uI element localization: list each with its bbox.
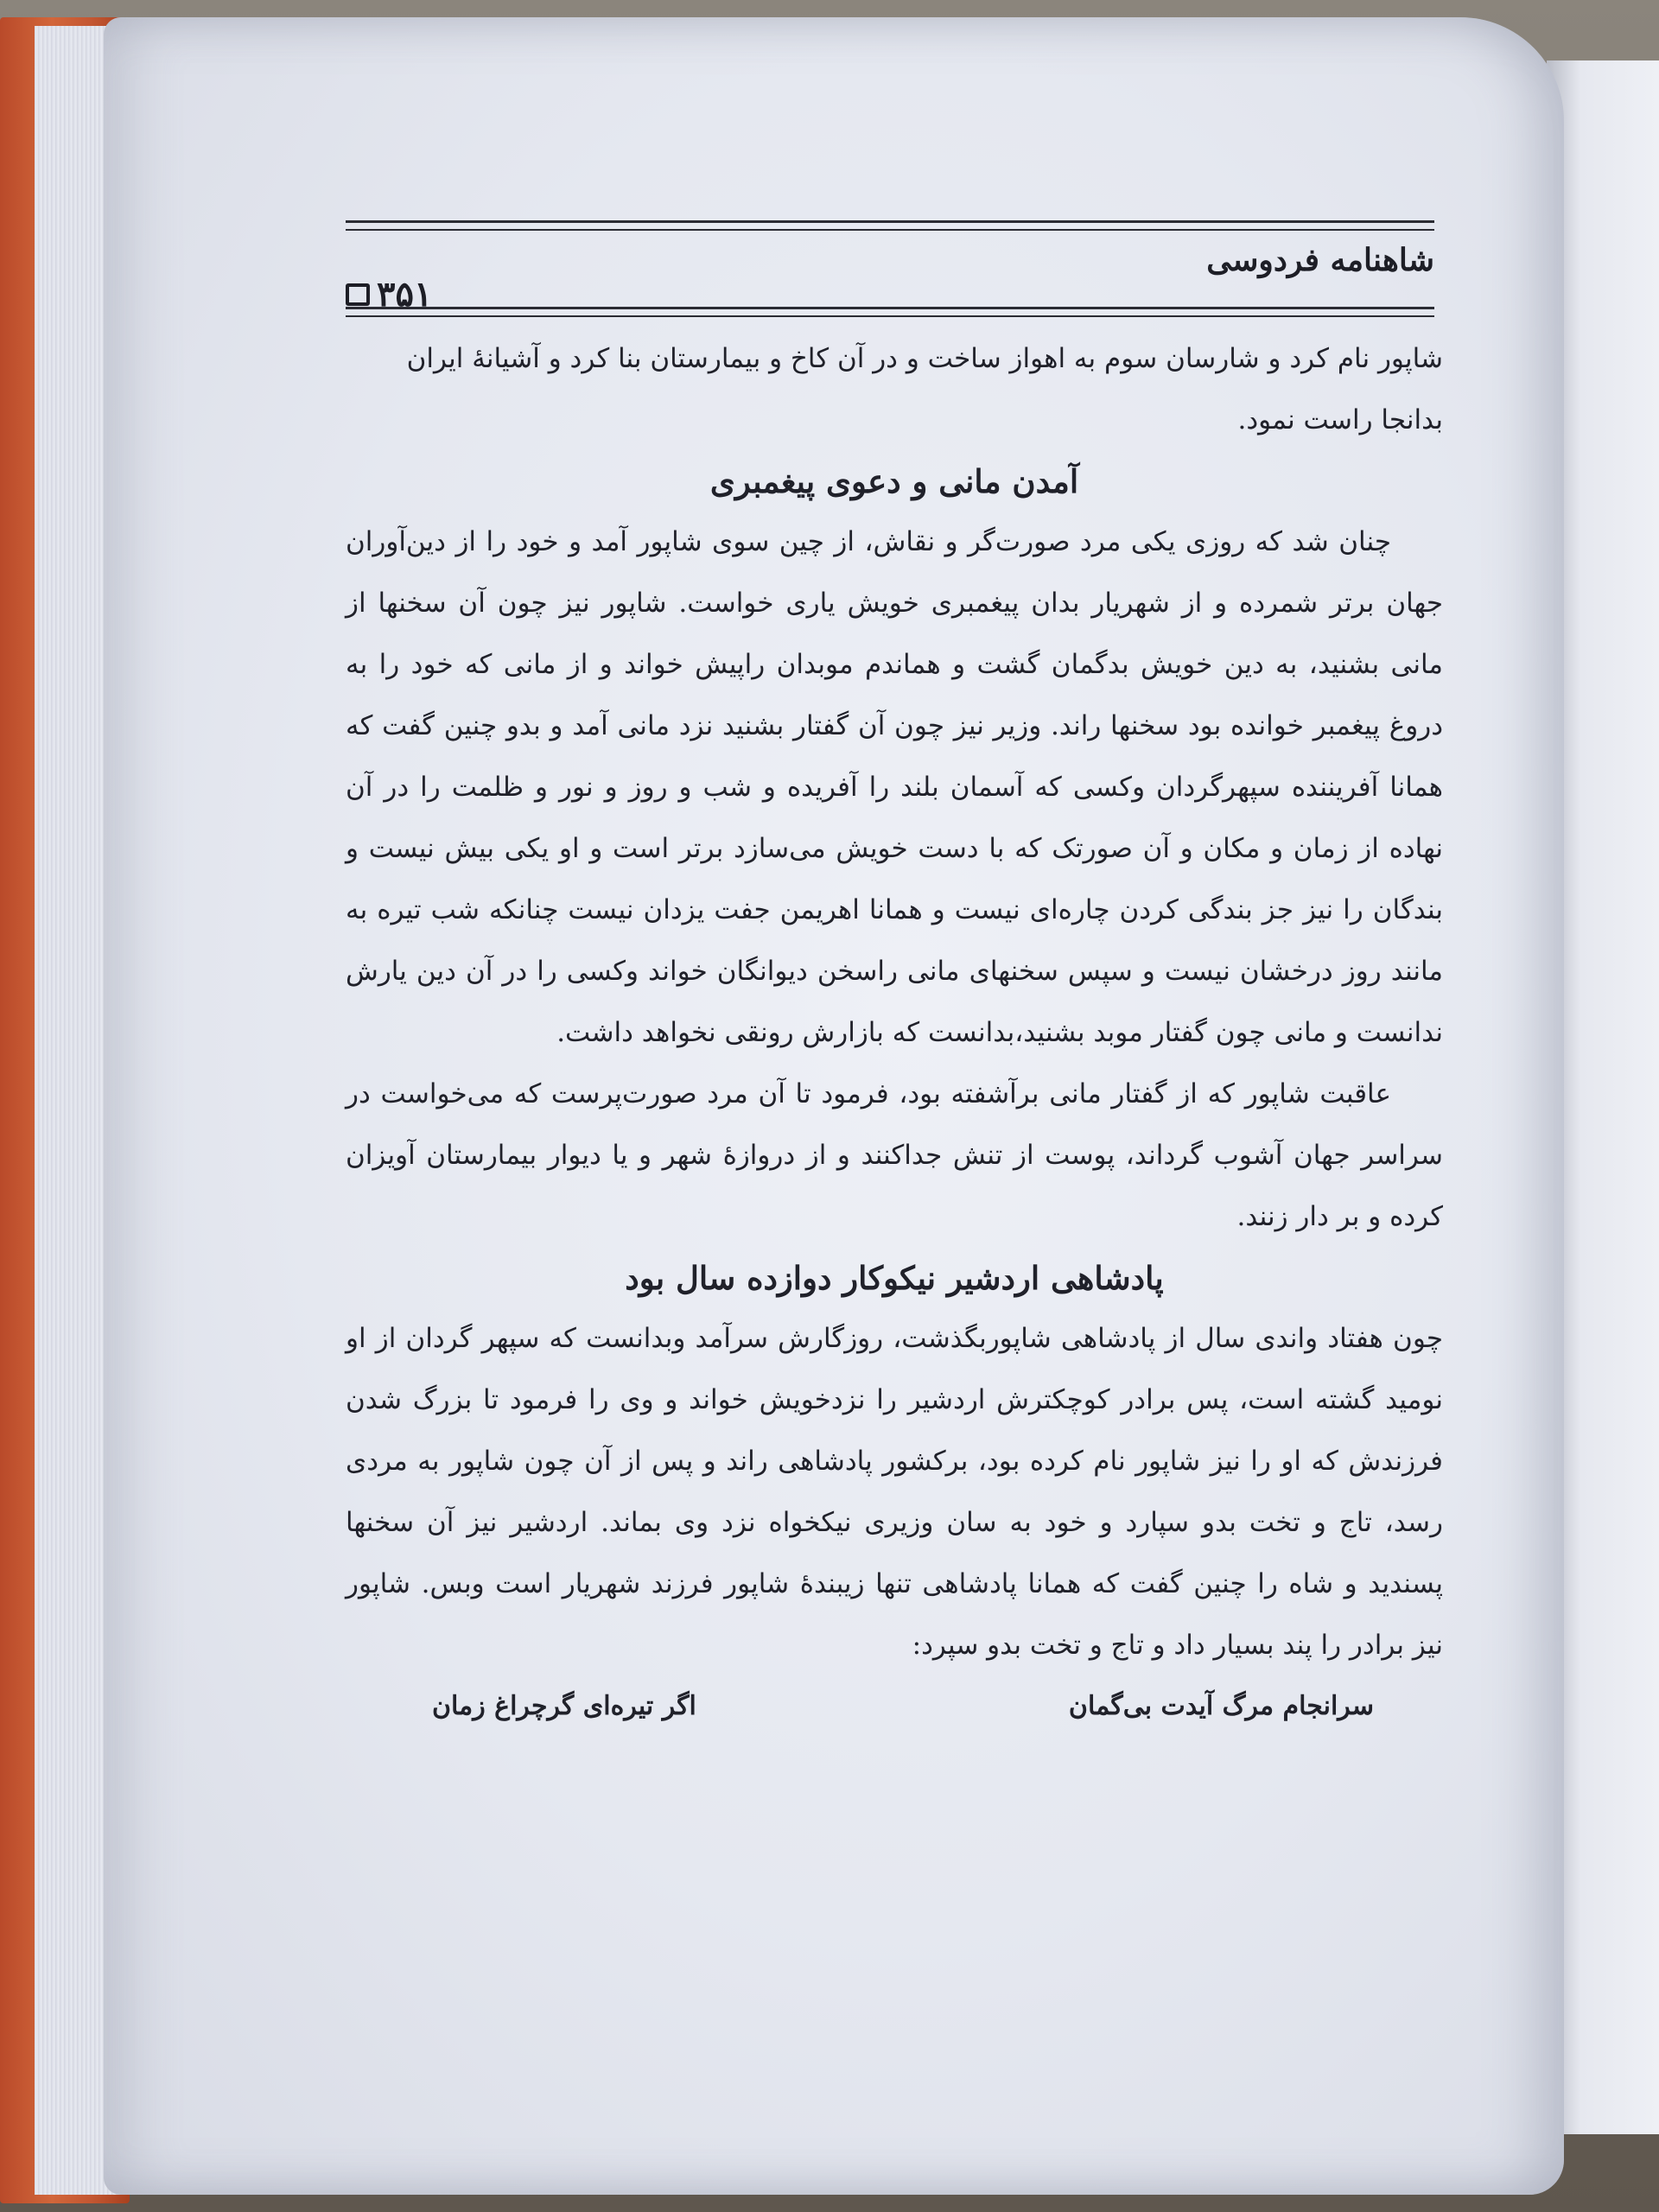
square-ornament-icon [346,283,370,306]
intro-line-1: شاپور نام کرد و شارسان سوم به اهواز ساخت و در آن کاخ و بیمارستان بنا کرد و آشیانهٔ ایران [406,343,1443,374]
paragraph: عاقبت شاپور که از گفتار مانی برآشفته بود، فرمود تا آن مرد صورت‌پرست که می‌خواست در سراسر جهان آشوب گرداند، پوست از تنش جداکنند و از دروازهٔ شهر و یا دیوار بیمارستان آویزان کرده و بر دار زنند. [346,1078,1443,1232]
header-rule-bottom [346,307,1434,309]
paragraph: چون هفتاد واندی سال از پادشاهی شاپوربگذشت، روزگارش سرآمد وبدانست که سپهر گردان از او نومید گشته است، پس برادر کوچکترش اردشیر را نزدخویش خواند و وی را فرمود تا بزرگ شدن فرزندش که او را نیز شاپور نام کرده بود، برکشور پادشاهی راند و پس از آن چون شاپور به مردی رسد، تاج و تخت بدو سپارد و خود به سان وزیری نیکخواه نزد وی بماند. اردشیر نیز آن سخنها پسندید و شاه را چنین گفت که همانا پادشاهی تنها زیبندهٔ شاپور فرزند شهریار است وبس. شاپور نیز برادر را پند بسیار داد و تاج و تخت بدو سپرد: [346,1323,1443,1661]
section-heading-ardashir: پادشاهی اردشیر نیکوکار دوازده سال بود [625,1259,1164,1297]
header-rule-top-thin [346,229,1434,231]
page-body [346,328,1443,1737]
paragraph: چنان شد که روزی یکی مرد صورت‌گر و نقاش، از چین سوی شاپور آمد و خود را از دین‌آوران جهان برتر شمرده و از شهریار بدان پیغمبری خویش یاری خواست. شاپور نیز چون آن سخنها از مانی بشنید، به دین خویش بدگمان گشت و هماندم موبدان راپیش خواند و از مانی که خود را به دروغ پیغمبر خوانده بود سخنها راند. وزیر نیز چون آن گفتار بشنید نزد مانی آمد و بدو چنین گفت که همانا آفریننده سپهرگردان وکسی که آسمان بلند را آفریده و شب و روز و نور و ظلمت را در آن نهاده از زمان و مکان و آن صورتک که با دست خویش می‌سازد برتر است و او یکی بیش نیست و بندگان را نیز جز بندگی کردن چاره‌ای نیست و همانا اهریمن جفت یزدان نیست چنانکه شب تیره به مانند روز درخشان نیست و سپس سخنهای مانی راسخن دیوانگان خواند وکسی را در آن دین یارش ندانست و مانی چون گفتار موبد بشنید،بدانست که بازارش رونقی نخواهد داشت. [346,526,1443,1048]
verse-hemistich-second: اگر تیره‌ای گرچراغ زمان [432,1691,696,1721]
intro-line-2: بدانجا راست نمود. [1237,404,1443,435]
section-heading-mani: آمدن مانی و دعوی پیغمبری [709,462,1079,500]
page-header [346,220,1434,324]
running-title: شاهنامه فردوسی [1206,242,1434,278]
header-rule-top [346,220,1434,223]
header-rule-bottom-thin [346,315,1434,317]
verse-couplet [346,1676,1443,1737]
verse-hemistich-first: سرانجام مرگ آیدت بی‌گمان [1068,1691,1374,1721]
page-number-text: ۳۵۱ [377,274,433,315]
